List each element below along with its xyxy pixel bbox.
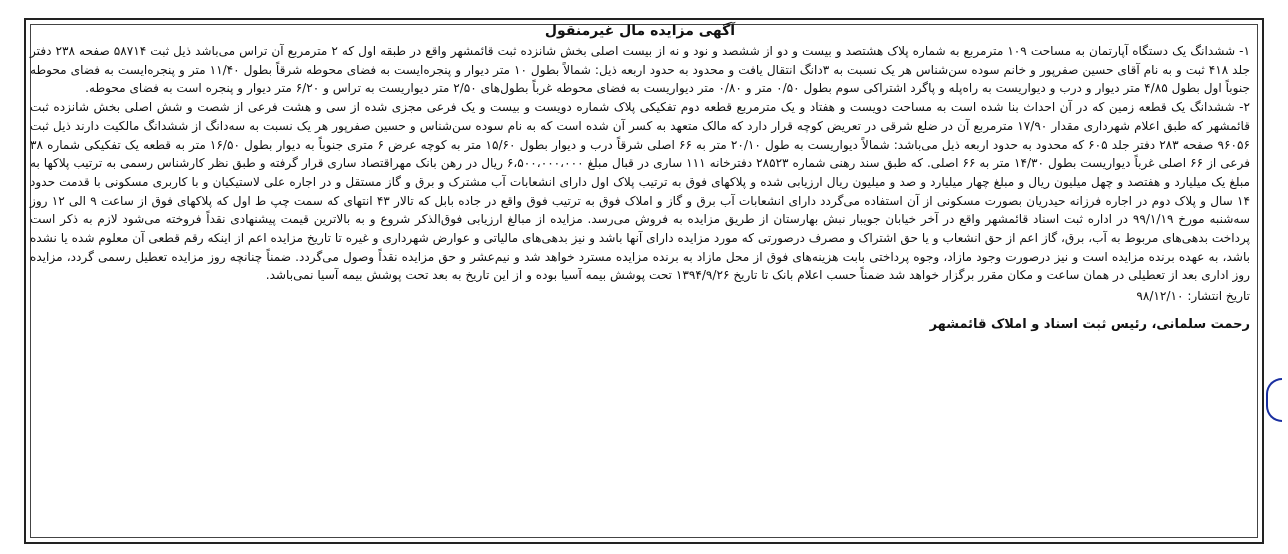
publish-date: تاریخ انتشار: ۹۸/۱۲/۱۰ bbox=[1136, 289, 1250, 304]
notice-title: آگهی مزایده مال غیرمنقول bbox=[544, 23, 736, 39]
auction-notice bbox=[30, 22, 1250, 542]
edge-bracket-mark bbox=[1266, 378, 1282, 422]
notice-paragraph-2: ۲- ششدانگ یک قطعه زمین که در آن احداث بنا شده است به مساحت دویست و هفتاد و یک مترمربع قطعه دوم تفکیکی پلاک شماره دویست و بیست و یک فرعی مجزی شده از سی و هشت فرعی از شصت و شش اصلی بخش شانزده ثبت قائمشهر که طبق اعلام شهرداری مقدار ۱۷/۹۰ مترمربع آن در ضلع شرقی در تعریض کوچه قرار دارد که مالک متعهد به کسر آن شده است که به نام سوده سن‌شناس و حسین صفرپور هر یک نسبت به سه‌دانگ از ششدانگ مالکیت دارند ذیل ثبت ۹۶۰۵۶ صفحه ۲۸۳ دفتر جلد ۶۰۵ که محدود به حدود اربعه ذیل می‌باشد: شمالاً دیواریست به طول ۲۰/۱۰ متر به ۶۶ اصلی شرقاً درب و دیوار بطول ۱۵/۶۰ متر به کوچه عرض ۶ متری جنوباً به دیوار بطول ۱۶/۵۰ متر به قطعه یک تفکیکی شماره ۳۸ فرعی از ۶۶ اصلی غرباً دیواریست بطول ۱۴/۳۰ متر به ۶۶ اصلی. که طبق سند رهنی شماره ۲۸۵۲۳ دفترخانه ۱۱۱ ساری در قبال مبلغ ۶،۵۰۰،۰۰۰،۰۰۰ ریال در رهن بانک مهراقتصاد ساری قرار گرفته و طبق نظر کارشناس رسمی به ترتیب پلاکها به مبلغ یک میلیارد و هفتصد و چهل میلیون ریال و مبلغ چهار میلیارد و صد و میلیون ریال ارزیابی شده و پلاکهای فوق به ترتیب پلاک اول دارای انشعابات آب مشترک و برق و گاز مستقل و در اجاره علی لاستیکیان و با کاربری مسکونی با قدمت حدود ۱۴ سال و پلاک دوم در اجاره فرزانه حیدریان بصورت مسکونی از آن استفاده می‌گردد دارای انشعابات آب برق و گاز و املاک فوق به ترتیب فوق واقع در جاده بابل که تالار ۴۳ انتهای که سمت چپ ط اول که پلاکهای فوق از ساعت ۹ الی ۱۲ روز سه‌شنبه مورخ ۹۹/۱/۱۹ در اداره ثبت اسناد قائمشهر واقع در آخر خیابان جویبار نبش بهارستان از طریق مزایده به فروش می‌رسد. مزایده از مبالغ ارزیابی فوق‌الذکر شروع و به بالاترین قیمت پیشنهادی نقداً فروخته می‌شود لازم به ذکر است پرداخت بدهی‌های مربوط به آب، برق، گاز اعم از حق انشعاب و یا حق اشتراک و مصرف درصورتی که مورد مزایده دارای آنها باشد و نیز بدهی‌های مالیاتی و عوارض شهرداری و غیره تا تاریخ مزایده اعم از اینکه رقم قطعی آن معلوم شده یا نشده باشد، به عهده برنده مزایده است و نیز درصورت وجود مازاد، وجوه پرداختی بابت هزینه‌های فوق از محل مازاد به برنده مزایده مسترد خواهد شد و نیم‌عشر و حق مزایده نقداً وصول می‌گردد. ضمناً چنانچه روز مزایده تعطیل رسمی گردد، مزایده روز اداری بعد از تعطیلی در همان ساعت و مکان مقرر برگزار خواهد شد ضمناً حسب اعلام بانک تا تاریخ ۱۳۹۴/۹/۲۶ تحت پوشش بیمه آسیا بوده و از این تاریخ به بعد تحت پوشش بیمه آسیا نمی‌باشد. bbox=[30, 100, 1250, 283]
notice-signature: رحمت سلمانی، رئیس ثبت اسناد و املاک قائمشهر bbox=[929, 316, 1250, 332]
notice-paragraph-1: ۱- ششدانگ یک دستگاه آپارتمان به مساحت ۱۰۹ مترمربع به شماره پلاک هشتصد و بیست و دو از ششصد و نود و نه از بیست اصلی بخش شانزده ثبت قائمشهر واقع در طبقه اول که ۲ مترمربع آن تراس می‌باشد ذیل ثبت ۵۸۷۱۴ صفحه ۲۳۸ دفتر جلد ۴۱۸ ثبت و به نام آقای حسین صفرپور و خانم سوده سن‌شناس هر یک نسبت به ۳دانگ انتقال یافت و محدود به حدود اربعه ذیل: شمالاً بطول ۱۰ متر دیوار و پنجره‌ایست به فضای محوطه شرقاً بطول ۱۱/۴۰ متر و پنجره‌ایست به فضای محوطه جنوباً اول بطول ۴/۸۵ متر دیوار و درب و دیواریست به راه‌پله و پاگرد اشتراکی سوم بطول ۰/۵۰ متر و ۰/۸۰ متر دیواریست به فضای محوطه غرباً بطول‌های ۲/۵۰ متر دیواریست به تراس و ۶/۲۰ متر دیوار و پنجره است به فضای محوطه. bbox=[30, 44, 1251, 96]
